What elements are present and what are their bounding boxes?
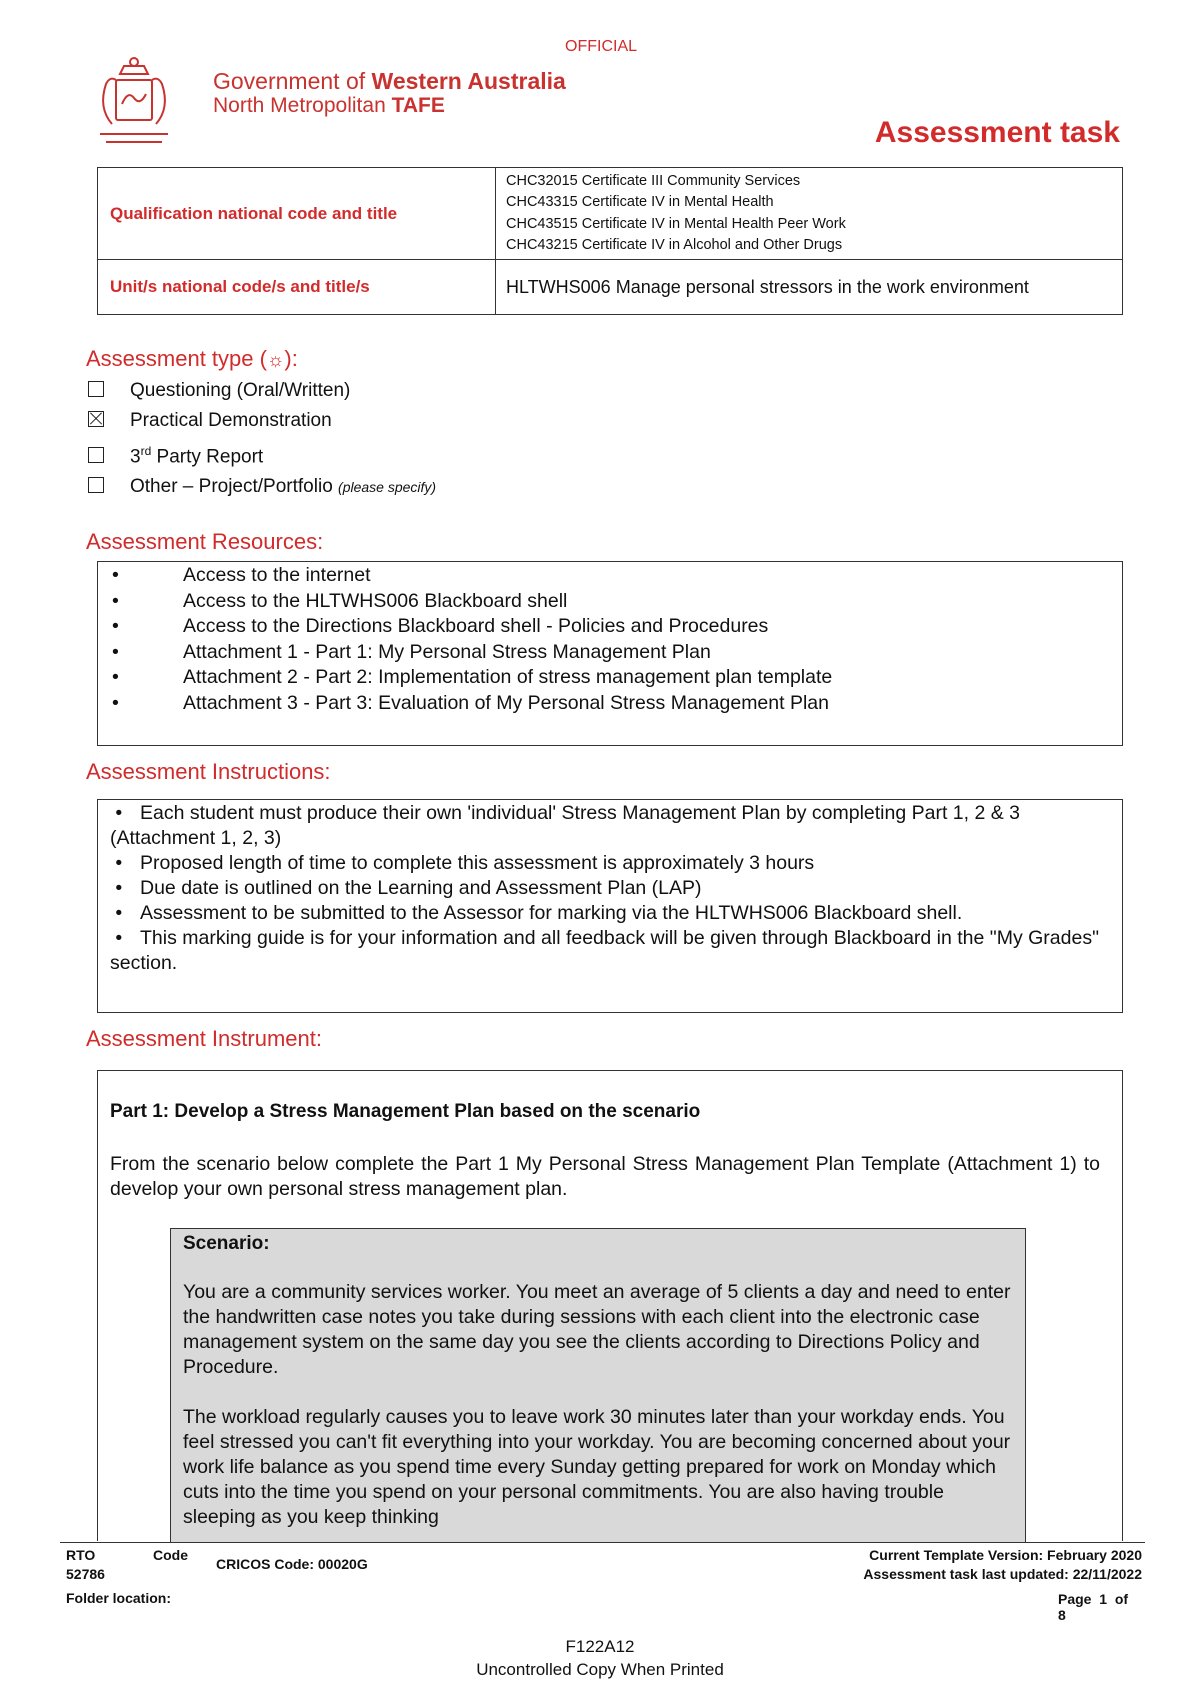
part1-body: From the scenario below complete the Part 1 My Personal Stress Management Plan Template (Attachment 1) to develop your own personal stress management plan. [110, 1153, 1100, 1200]
footer-rto-number: 52786 [66, 1566, 105, 1582]
footer-cricos: CRICOS Code: 00020G [216, 1556, 368, 1572]
qualification-value: CHC43215 Certificate IV in Alcohol and Other Drugs [506, 237, 843, 253]
resource-item: • Attachment 3 - Part 3: Evaluation of My Personal Stress Management Plan [98, 691, 1122, 717]
checkbox-checked[interactable] [88, 411, 104, 427]
scenario-title: Scenario: [183, 1233, 270, 1254]
footer-template-version: Current Template Version: February 2020 [869, 1547, 1142, 1563]
footer-form-code: F122A12 [565, 1637, 635, 1656]
unit-label: Unit/s national code/s and title/s [98, 260, 496, 315]
resource-item: • Access to the Directions Blackboard shell - Policies and Procedures [98, 614, 1122, 640]
resource-item: • Access to the internet [98, 563, 1122, 589]
org-name: Government of Western Australia [213, 68, 566, 94]
instruction-item: • Each student must produce their own 'individual' Stress Management Plan by completing Part 1, 2 & 3 (Attachment 1, 2, 3) [110, 802, 1021, 849]
unit-value: HLTWHS006 Manage personal stressors in the work environment [496, 260, 1123, 315]
footer-last-updated: Assessment task last updated: 22/11/2022 [863, 1566, 1142, 1582]
scenario-paragraph: The workload regularly causes you to leave work 30 minutes later than your workday ends. You feel stressed you can't fit everything into your workday. You are becoming concerned about your work life balance as you spend time every Sunday getting prepared for work on Monday which cuts into the time you spend on your personal commitments. You are also having trouble sleeping as you keep thinking [183, 1406, 1011, 1528]
qualification-table [97, 167, 1123, 315]
instruction-item: • This marking guide is for your information and all feedback will be given through Blackboard in the "My Grades" section. [110, 927, 1099, 974]
option-third-party[interactable]: 3rd Party Report [88, 436, 436, 472]
instruction-item: • Proposed length of time to complete this assessment is approximately 3 hours [110, 852, 815, 874]
instrument-heading: Assessment Instrument: [86, 1026, 322, 1051]
instructions-heading: Assessment Instructions: [86, 759, 331, 784]
footer-uncontrolled: Uncontrolled Copy When Printed [476, 1660, 724, 1679]
crest-logo [86, 54, 182, 150]
document-title: Assessment task [874, 116, 1120, 149]
qualification-value: CHC32015 Certificate III Community Services [506, 172, 801, 189]
instruction-item: • Due date is outlined on the Learning and Assessment Plan (LAP) [110, 877, 702, 899]
qualification-label: Qualification national code and title [98, 168, 496, 260]
instrument-panel [97, 1070, 1123, 1541]
resources-panel [97, 561, 1123, 746]
scenario-paragraph: You are a community services worker. You meet an average of 5 clients a day and need to enter the handwritten case notes you take during sessions with each client into the electronic case management system on the same day you see the clients according to Directions Policy and Procedure. [183, 1281, 1011, 1378]
qualification-value: CHC43515 Certificate IV in Mental Health Peer Work [506, 215, 846, 232]
classification-label: OFFICIAL [565, 38, 638, 55]
option-practical[interactable]: Practical Demonstration [88, 406, 436, 436]
resource-item: • Attachment 2 - Part 2: Implementation of stress management plan template [98, 665, 1122, 691]
instruction-item: • Assessment to be submitted to the Assessor for marking via the HLTWHS006 Blackboard shell. [110, 902, 963, 924]
part1-title: Part 1: Develop a Stress Management Plan based on the scenario [110, 1101, 701, 1122]
org-subname: North Metropolitan TAFE [213, 94, 445, 117]
footer-rule [60, 1542, 1145, 1543]
option-other[interactable]: Other – Project/Portfolio (please specify) [88, 472, 436, 502]
qualification-value: CHC43315 Certificate IV in Mental Health [506, 194, 774, 210]
footer-folder-location: Folder location: [66, 1590, 171, 1606]
globe-icon: ☼ [266, 350, 285, 371]
footer-page-number: Page 1 of 8 [1058, 1591, 1129, 1623]
instructions-panel [97, 799, 1123, 1013]
checkbox[interactable] [88, 381, 104, 397]
resource-item: • Attachment 1 - Part 1: My Personal Stress Management Plan [98, 640, 1122, 666]
assessment-type-heading: Assessment type (☼): [86, 346, 298, 371]
qualification-values [496, 168, 1123, 260]
option-questioning[interactable]: Questioning (Oral/Written) [88, 376, 436, 406]
resources-heading: Assessment Resources: [86, 529, 324, 554]
assessment-type-options [88, 376, 436, 502]
checkbox[interactable] [88, 447, 104, 463]
footer-rto-label: RTO [66, 1547, 96, 1563]
checkbox[interactable] [88, 477, 104, 493]
resource-item: • Access to the HLTWHS006 Blackboard shell [98, 589, 1122, 615]
footer-code-label: Code [153, 1547, 188, 1563]
scenario-box [170, 1228, 1026, 1542]
